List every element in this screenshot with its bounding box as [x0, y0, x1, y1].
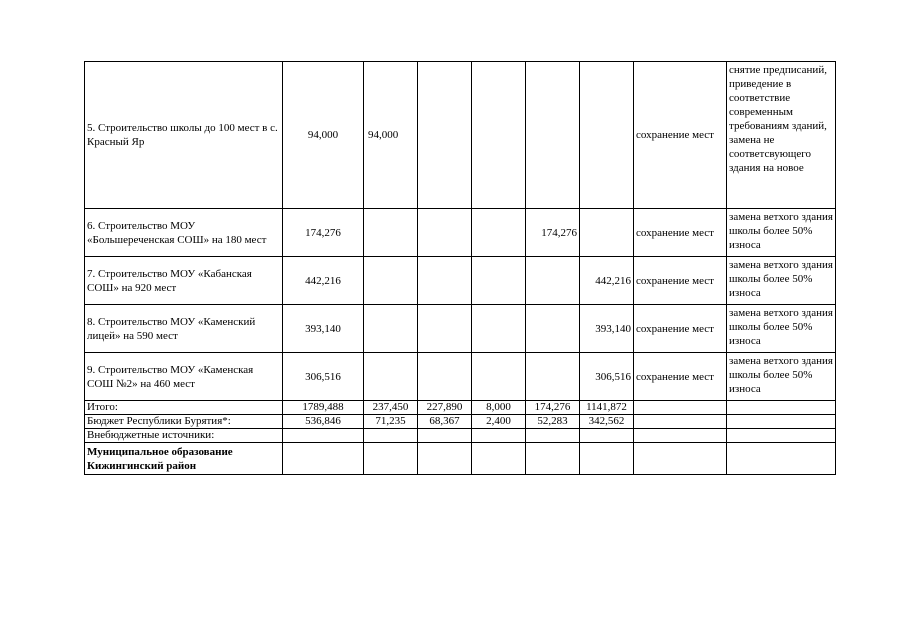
summary-label: Бюджет Республики Бурятия*:: [85, 415, 283, 429]
summary-total: [283, 429, 364, 443]
summary-total: 1789,488: [283, 401, 364, 415]
total-cell: 94,000: [283, 62, 364, 209]
total-cell: 393,140: [283, 305, 364, 353]
investment-table: [84, 61, 836, 475]
year1-cell: 94,000: [364, 62, 418, 209]
project-name-cell: 9. Строительство МОУ «Каменская СОШ №2» на 460 мест: [85, 353, 283, 401]
empty-cell: [418, 443, 472, 475]
summary-year1: 71,235: [364, 415, 418, 429]
empty-cell: [472, 443, 526, 475]
summary-year3: 2,400: [472, 415, 526, 429]
municipality-header-row: [85, 443, 836, 475]
reason-cell: замена ветхого здания школы более 50% износа: [727, 305, 836, 353]
year1-cell: [364, 305, 418, 353]
summary-reason: [727, 415, 836, 429]
summary-total: 536,846: [283, 415, 364, 429]
total-cell: 306,516: [283, 353, 364, 401]
table-row: [85, 353, 836, 401]
year2-cell: [418, 257, 472, 305]
summary-reason: [727, 429, 836, 443]
year5-cell: 306,516: [580, 353, 634, 401]
year2-cell: [418, 62, 472, 209]
empty-cell: [283, 443, 364, 475]
year5-cell: [580, 209, 634, 257]
year3-cell: [472, 62, 526, 209]
year4-cell: [526, 353, 580, 401]
reason-cell: снятие предписаний, приведение в соответствие современным требованиям зданий, замена не соответсвующего здания на новое: [727, 62, 836, 209]
document-page: [84, 61, 836, 475]
summary-year5: [580, 429, 634, 443]
summary-year3: [472, 429, 526, 443]
summary-effect: [634, 401, 727, 415]
table-row: [85, 257, 836, 305]
total-cell: 174,276: [283, 209, 364, 257]
year2-cell: [418, 209, 472, 257]
empty-cell: [580, 443, 634, 475]
year1-cell: [364, 257, 418, 305]
year2-cell: [418, 305, 472, 353]
effect-cell: сохранение мест: [634, 209, 727, 257]
year5-cell: 442,216: [580, 257, 634, 305]
summary-effect: [634, 429, 727, 443]
summary-year4: [526, 429, 580, 443]
summary-label: Внебюджетные источники:: [85, 429, 283, 443]
project-name-cell: 7. Строительство МОУ «Кабанская СОШ» на 920 мест: [85, 257, 283, 305]
year4-cell: [526, 305, 580, 353]
summary-year5: 1141,872: [580, 401, 634, 415]
municipality-label: Муниципальное образование Кижингинский район: [85, 443, 283, 475]
summary-year4: 174,276: [526, 401, 580, 415]
year4-cell: [526, 257, 580, 305]
total-cell: 442,216: [283, 257, 364, 305]
summary-reason: [727, 401, 836, 415]
effect-cell: сохранение мест: [634, 353, 727, 401]
summary-row-total: [85, 401, 836, 415]
year5-cell: [580, 62, 634, 209]
summary-year4: 52,283: [526, 415, 580, 429]
summary-label: Итого:: [85, 401, 283, 415]
empty-cell: [727, 443, 836, 475]
summary-year2: 68,367: [418, 415, 472, 429]
effect-cell: сохранение мест: [634, 305, 727, 353]
project-name-cell: 6. Строительство МОУ «Большереченская СОШ» на 180 мест: [85, 209, 283, 257]
effect-cell: сохранение мест: [634, 62, 727, 209]
year1-cell: [364, 209, 418, 257]
summary-year1: 237,450: [364, 401, 418, 415]
summary-row-extrabudgetary: [85, 429, 836, 443]
summary-year2: 227,890: [418, 401, 472, 415]
year1-cell: [364, 353, 418, 401]
year3-cell: [472, 353, 526, 401]
reason-cell: замена ветхого здания школы более 50% износа: [727, 353, 836, 401]
summary-year3: 8,000: [472, 401, 526, 415]
table-row: [85, 209, 836, 257]
year2-cell: [418, 353, 472, 401]
reason-cell: замена ветхого здания школы более 50% износа: [727, 209, 836, 257]
table-row: [85, 305, 836, 353]
summary-year2: [418, 429, 472, 443]
year4-cell: [526, 62, 580, 209]
project-name-cell: 8. Строительство МОУ «Каменский лицей» на 590 мест: [85, 305, 283, 353]
year3-cell: [472, 305, 526, 353]
effect-cell: сохранение мест: [634, 257, 727, 305]
table-row: [85, 62, 836, 209]
year4-cell: 174,276: [526, 209, 580, 257]
project-name-cell: 5. Строительство школы до 100 мест в с. Красный Яр: [85, 62, 283, 209]
year5-cell: 393,140: [580, 305, 634, 353]
summary-row-republic-budget: [85, 415, 836, 429]
summary-year1: [364, 429, 418, 443]
summary-year5: 342,562: [580, 415, 634, 429]
year3-cell: [472, 209, 526, 257]
year3-cell: [472, 257, 526, 305]
empty-cell: [634, 443, 727, 475]
summary-effect: [634, 415, 727, 429]
empty-cell: [364, 443, 418, 475]
empty-cell: [526, 443, 580, 475]
reason-cell: замена ветхого здания школы более 50% износа: [727, 257, 836, 305]
